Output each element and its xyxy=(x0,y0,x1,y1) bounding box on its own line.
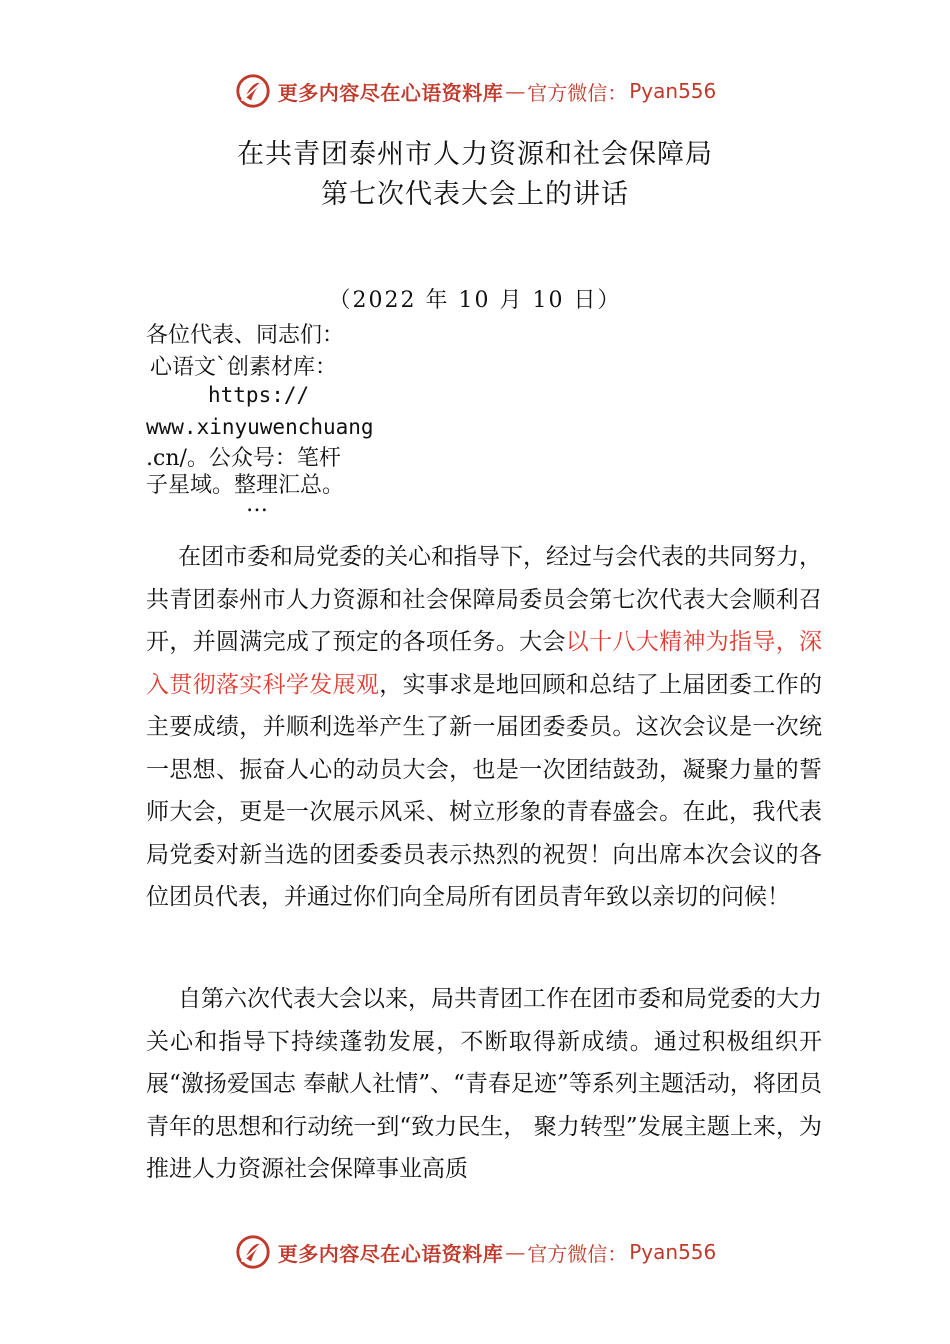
watermark-wechat-label: 官方微信： xyxy=(527,1241,628,1266)
logo-icon xyxy=(234,72,272,110)
logo-icon xyxy=(234,1233,272,1271)
watermark-text: 更多内容尽在心语资料库 xyxy=(277,1241,504,1266)
watermark-wechat-id: Pyan556 xyxy=(629,1240,717,1264)
insert-line-4: .cn/。公众号：笔杆 xyxy=(146,446,341,471)
watermark-wechat-id: Pyan556 xyxy=(629,79,717,103)
body-paragraph-2: 自第六次代表大会以来，局共青团工作在团市委和局党委的大力关心和指导下持续蓬勃发展，不断取得新成绩。通过积极组织开展“激扬爱国志 奉献人社情”、“青春足迹”等系列主题活动，将团员青年的思想和行动统一到“致力民生， 聚力转型”发展主题上来，为推进人力资源社会保障事业高质 xyxy=(146,986,822,1182)
watermark-banner-bottom xyxy=(0,1227,950,1277)
watermark-separator: — xyxy=(505,1240,526,1264)
insert-line-2: https:// xyxy=(208,383,310,407)
paragraph-1-highlight: 以十八大精神为指导，深入贯彻落实科学发展观 xyxy=(146,629,823,698)
watermark-separator: — xyxy=(505,79,526,103)
document-title-line1: 在共青团泰州市人力资源和社会保障局 xyxy=(237,139,713,170)
watermark-wechat-label: 官方微信： xyxy=(527,80,628,105)
document-date: （2022 年 10 月 10 日） xyxy=(328,288,622,313)
paragraph-1-text-after: ，实事求是地回顾和总结了上届团委工作的主要成绩，并顺利选举产生了新一届团委委员。这次会议是一次统一思想、振奋人心的动员大会，也是一次团结鼓劲，凝聚力量的誓师大会，更是一次展示风采、树立形象的青春盛会。在此，我代表局党委对新当选的团委委员表示热烈的祝贺！向出席本次会议的各位团员代表，并通过你们向全局所有团员青年致以亲切的问候！ xyxy=(146,671,823,910)
insert-line-6: … xyxy=(246,492,268,517)
greeting: 各位代表、同志们： xyxy=(146,323,345,348)
watermark-text: 更多内容尽在心语资料库 xyxy=(277,80,504,105)
insert-line-1: 心语文`创素材库： xyxy=(150,355,338,380)
watermark-banner-top xyxy=(0,66,950,116)
insert-line-3: www.xinyuwenchuang xyxy=(146,415,374,439)
paragraph-1-text-before: 在团市委和局党委的关心和指导下，经过与会代表的共同努力，共青团泰州市人力资源和社会保障局委员会第七次代表大会顺利召开，并圆满完成了预定的各项任务。大会 xyxy=(146,544,822,655)
document-title-line2: 第七次代表大会上的讲话 xyxy=(321,179,629,210)
body-paragraph-1 xyxy=(146,536,822,919)
insert-line-5: 子星域。整理汇总。 xyxy=(146,473,345,498)
